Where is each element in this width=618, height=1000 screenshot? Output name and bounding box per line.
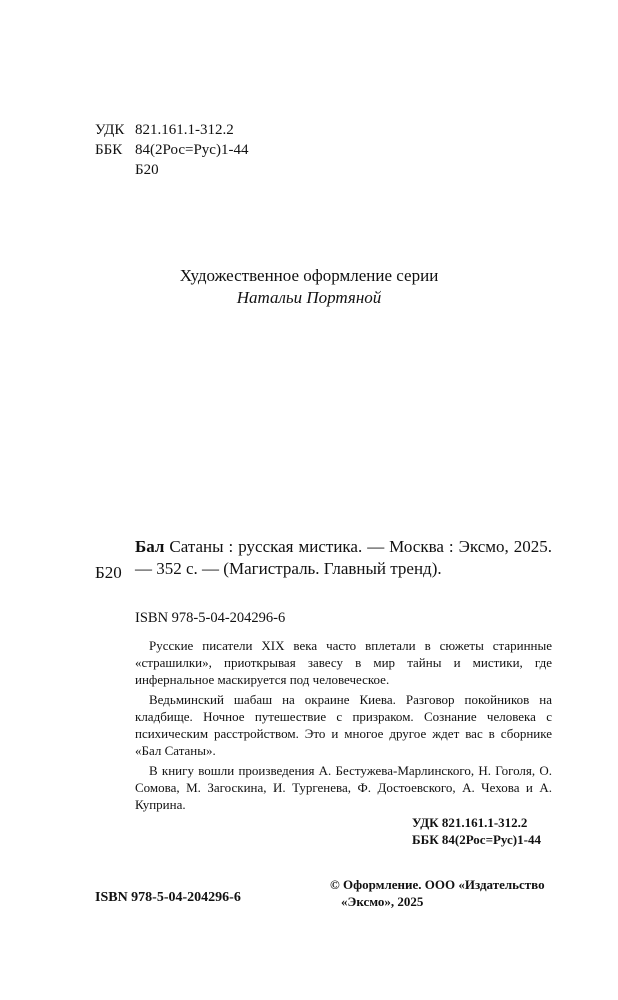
author-mark-row — [95, 160, 248, 180]
bibliographic-description — [135, 536, 552, 580]
footer-udk: УДК 821.161.1-312.2 — [412, 815, 528, 830]
bbk-value: 84(2Рос=Рус)1-44 — [135, 142, 249, 158]
footer-isbn: ISBN 978-5-04-204296-6 — [95, 890, 241, 905]
footer-bbk: ББК 84(2Рос=Рус)1-44 — [412, 832, 541, 847]
credit-line: Художественное оформление серии — [179, 266, 439, 285]
annotation — [135, 637, 552, 816]
udk-value: 821.161.1-312.2 — [135, 122, 234, 138]
isbn-line: ISBN 978-5-04-204296-6 — [135, 610, 286, 626]
title-word: Бал — [135, 537, 165, 556]
annotation-paragraph-2: Ведьминский шабаш на окраине Киева. Разговор покойников на кладбище. Ночное путешествие с призраком. Сознание человека с психическим расстройством. Это и многое другое ждет вас в сборнике «Бал Сатаны». — [135, 692, 552, 758]
margin-author-mark: Б20 — [95, 563, 122, 582]
classification-codes — [95, 120, 248, 180]
copyright-line-2: «Эксмо», 2025 — [341, 894, 424, 909]
annotation-paragraph-1: Русские писатели XIX века часто вплетали в сюжеты старинные «страшилки», приоткрывая завесу в мир тайны и мистики, где инфернальное маскируется под человеческое. — [135, 638, 552, 687]
annotation-paragraph-3: В книгу вошли произведения А. Бестужева-Марлинского, Н. Гоголя, О. Сомова, М. Загоскина, И. Тургенева, Ф. Достоевского, А. Чехова и А. Куприна. — [135, 763, 552, 812]
designer-name: Натальи Портяной — [236, 288, 382, 307]
bbk-row — [95, 140, 248, 160]
series-design-credit — [0, 265, 618, 309]
udk-label: УДК — [95, 122, 125, 138]
copyright-notice — [330, 876, 545, 910]
bbk-label: ББК — [95, 142, 123, 158]
udk-row — [95, 120, 248, 140]
description-text: Сатаны : русская мистика. — Москва : Эксмо, 2025. — 352 с. — (Магистраль. Главный тренд). — [135, 537, 552, 578]
author-mark: Б20 — [135, 162, 159, 178]
copyright-line-1: © Оформление. ООО «Издательство — [330, 877, 545, 892]
footer-codes — [412, 814, 541, 848]
